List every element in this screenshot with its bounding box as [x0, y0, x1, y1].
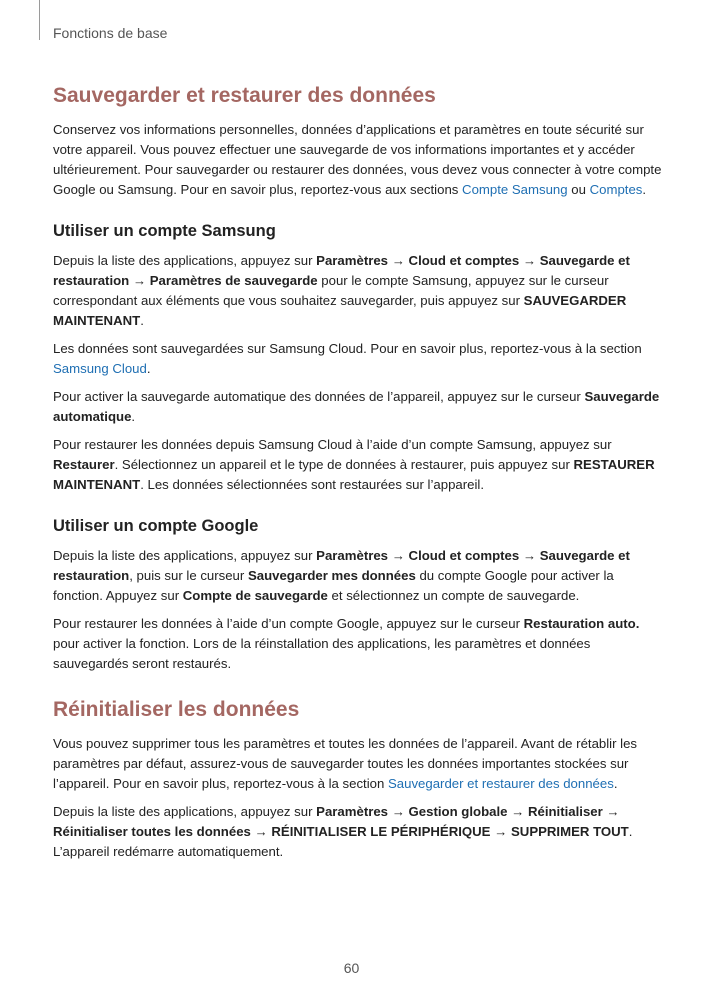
samsung-cloud-note: Les données sont sauvegardées sur Samsung Cloud. Pour en savoir plus, reportez-vous à la section Samsung Cloud.	[53, 341, 642, 376]
google-restore-steps: Pour restaurer les données à l’aide d’un compte Google, appuyez sur le curseur Restauration auto. pour activer la fonction. Lors de la réinstallation des applications, les paramètres et données sauvegardés seront restaurés.	[53, 616, 640, 671]
samsung-backup-steps: Depuis la liste des applications, appuyez sur Paramètres → Cloud et comptes → Sauvegarde et restauration → Paramètres de sauvegarde pour le compte Samsung, appuyez sur le curseur correspondant aux éléments que vous souhaitez sauvegarder, puis appuyez sur SAUVEGARDER MAINTENANT.	[53, 253, 630, 328]
link-compte-samsung[interactable]: Compte Samsung	[462, 182, 568, 197]
running-head: Fonctions de base	[53, 25, 168, 41]
link-samsung-cloud[interactable]: Samsung Cloud	[53, 361, 147, 376]
link-comptes[interactable]: Comptes	[589, 182, 643, 197]
auto-backup-note: Pour activer la sauvegarde automatique des données de l’appareil, appuyez sur le curseur Sauvegarde automatique.	[53, 389, 660, 424]
subtitle-samsung-account: Utiliser un compte Samsung	[53, 222, 276, 240]
reset-steps: Depuis la liste des applications, appuyez sur Paramètres → Gestion globale → Réinitialiser → Réinitialiser toutes les données → RÉINITIALISER LE PÉRIPHÉRIQUE → SUPPRIMER TOUT. L’appareil redémarre automatiquement.	[53, 804, 633, 859]
google-backup-steps: Depuis la liste des applications, appuyez sur Paramètres → Cloud et comptes → Sauvegarde et restauration, puis sur le curseur Sauvegarder mes données du compte Google pour activer la fonction. Appuyez sur Compte de sauvegarde et sélectionnez un compte de sauvegarde.	[53, 548, 630, 603]
link-backup-section[interactable]: Sauvegarder et restaurer des données	[388, 776, 614, 791]
subtitle-google-account: Utiliser un compte Google	[53, 517, 259, 535]
margin-rule	[39, 0, 40, 40]
reset-intro: Vous pouvez supprimer tous les paramètres et toutes les données de l’appareil. Avant de rétablir les paramètres par défaut, assurez-vous de sauvegarder toutes les données importantes stockées sur l’appareil. Pour en savoir plus, reportez-vous à la section Sauvegarder et restaurer des données.	[53, 736, 638, 791]
page-number: 60	[343, 960, 360, 976]
page-content	[53, 84, 663, 870]
samsung-restore-steps: Pour restaurer les données depuis Samsung Cloud à l’aide d’un compte Samsung, appuyez sur Restaurer. Sélectionnez un appareil et le type de données à restaurer, puis appuyez sur RESTAURER MAINTENANT. Les données sélectionnées sont restaurées sur l’appareil.	[53, 437, 655, 492]
intro-paragraph: Conservez vos informations personnelles, données d’applications et paramètres en toute sécurité sur votre appareil. Vous pouvez effectuer une sauvegarde de vos informations importantes et y accéder ultérieurement. Pour sauvegarder ou restaurer des données, vous devez vous connecter à votre compte Google ou Samsung. Pour en savoir plus, reportez-vous aux sections Compte Samsung ou Comptes.	[53, 122, 662, 197]
restart-note: L’appareil redémarre automatiquement.	[53, 844, 284, 859]
section-title-backup: Sauvegarder et restaurer des données	[53, 84, 436, 107]
section-title-reset: Réinitialiser les données	[53, 698, 300, 721]
